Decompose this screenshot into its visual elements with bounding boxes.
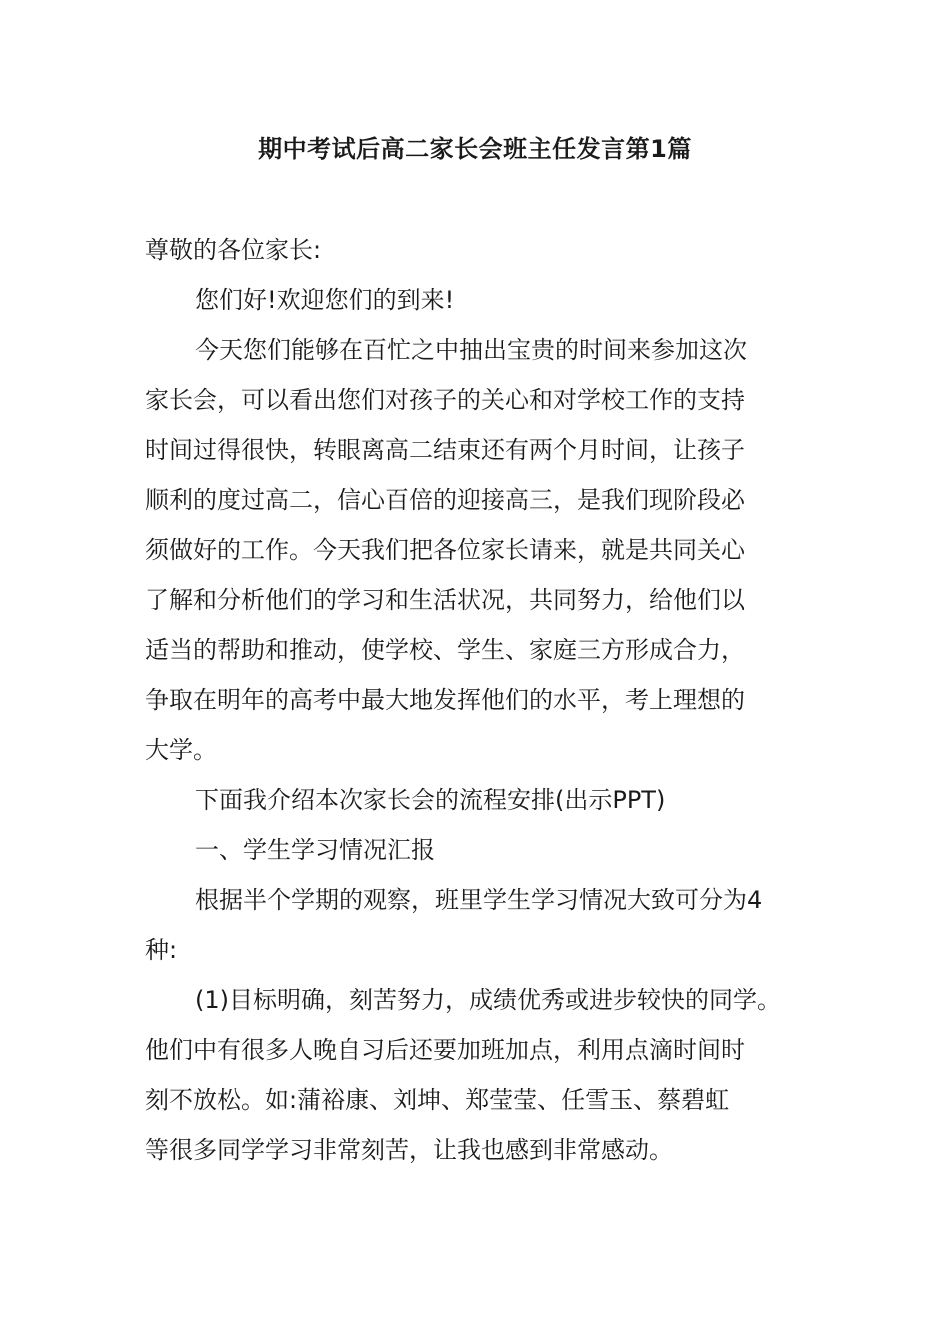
paragraph-line: 根据半个学期的观察，班里学生学习情况大致可分为4 bbox=[195, 886, 763, 914]
paragraph-line: (1)目标明确，刻苦努力，成绩优秀或进步较快的同学。 bbox=[195, 986, 781, 1014]
paragraph-line: 了解和分析他们的学习和生活状况，共同努力，给他们以 bbox=[145, 586, 745, 614]
paragraph-line: 种: bbox=[145, 936, 178, 964]
paragraph-line: 今天您们能够在百忙之中抽出宝贵的时间来参加这次 bbox=[195, 336, 747, 364]
paragraph-line: 刻不放松。如:蒲裕康、刘坤、郑莹莹、任雪玉、蔡碧虹 bbox=[145, 1086, 730, 1114]
paragraph-line: 他们中有很多人晚自习后还要加班加点，利用点滴时间时 bbox=[145, 1036, 745, 1064]
paragraph-line: 适当的帮助和推动，使学校、学生、家庭三方形成合力， bbox=[145, 636, 745, 664]
paragraph-line: 须做好的工作。今天我们把各位家长请来，就是共同关心 bbox=[145, 536, 745, 564]
paragraph-line: 下面我介绍本次家长会的流程安排(出示PPT) bbox=[195, 786, 666, 814]
salutation: 尊敬的各位家长: bbox=[145, 236, 322, 264]
document-body bbox=[145, 230, 815, 1180]
paragraph-line: 争取在明年的高考中最大地发挥他们的水平，考上理想的 bbox=[145, 686, 745, 714]
paragraph-line: 家长会，可以看出您们对孩子的关心和对学校工作的支持 bbox=[145, 386, 745, 414]
paragraph-line: 您们好!欢迎您们的到来! bbox=[195, 286, 455, 314]
document-title: 期中考试后高二家长会班主任发言第1篇 bbox=[258, 135, 692, 163]
paragraph-line: 时间过得很快，转眼离高二结束还有两个月时间，让孩子 bbox=[145, 436, 745, 464]
paragraph-line: 顺利的度过高二，信心百倍的迎接高三，是我们现阶段必 bbox=[145, 486, 745, 514]
section-heading: 一、学生学习情况汇报 bbox=[195, 836, 435, 864]
paragraph-line: 等很多同学学习非常刻苦，让我也感到非常感动。 bbox=[145, 1136, 673, 1164]
paragraph-line: 大学。 bbox=[145, 736, 217, 764]
